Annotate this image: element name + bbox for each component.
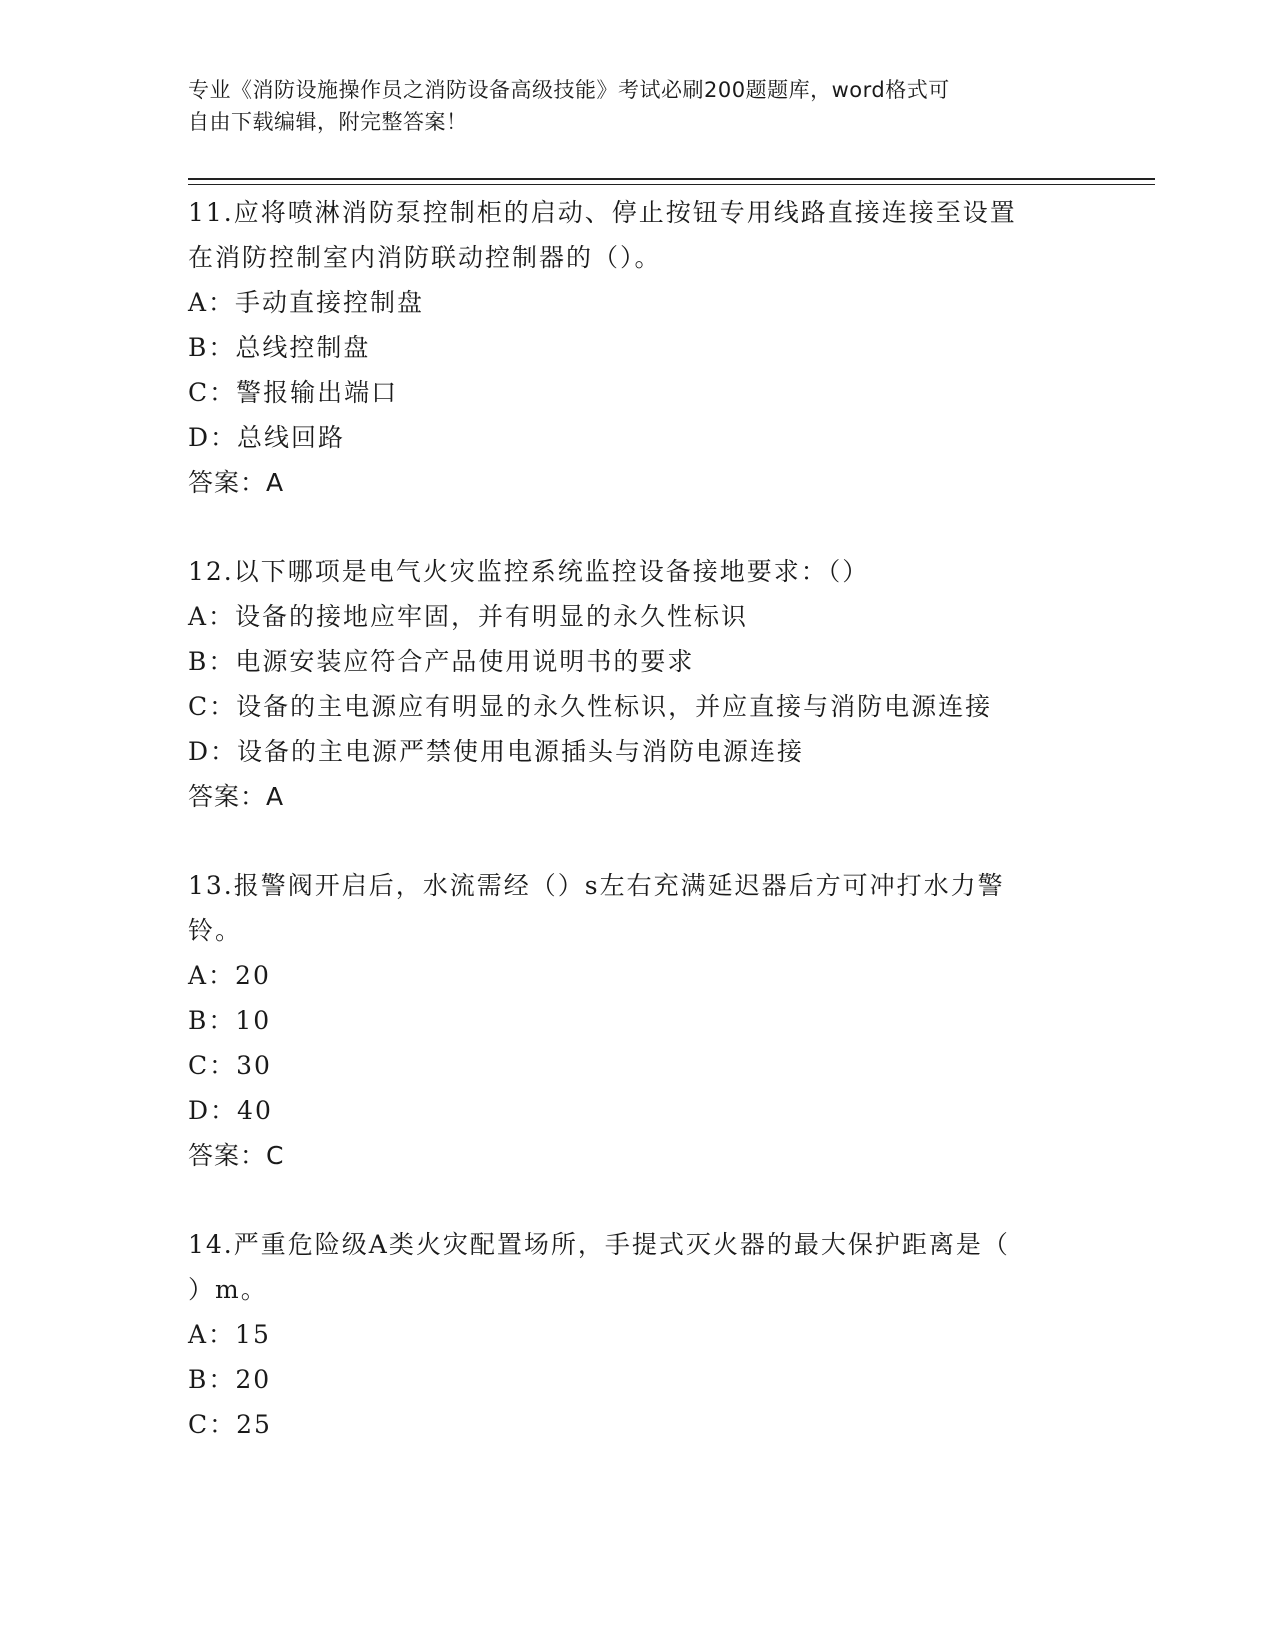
- question-list: [188, 190, 1088, 1491]
- header-divider-thin: [188, 184, 1155, 185]
- document-header: [188, 74, 1088, 138]
- option-a: A：设备的接地应牢固，并有明显的永久性标识: [188, 602, 749, 631]
- question-stem-line-1: 14.严重危险级A类火灾配置场所，手提式灭火器的最大保护距离是（: [188, 1230, 1010, 1259]
- option-a: A：手动直接控制盘: [188, 288, 425, 317]
- question-stem: [188, 190, 1088, 280]
- question-stem-line-2: 铃。: [188, 916, 243, 945]
- header-divider-thick: [188, 178, 1155, 180]
- header-line-2: 自由下载编辑，附完整答案！: [188, 110, 468, 134]
- option-a: A：20: [188, 961, 271, 990]
- option-b: B：电源安装应符合产品使用说明书的要求: [188, 647, 695, 676]
- answer: 答案：C: [188, 1141, 285, 1170]
- option-c: C：设备的主电源应有明显的永久性标识，并应直接与消防电源连接: [188, 692, 993, 721]
- question-stem-line-1: 11.应将喷淋消防泵控制柜的启动、停止按钮专用线路直接连接至设置: [188, 198, 1017, 227]
- question-stem-line-2: 在消防控制室内消防联动控制器的（）。: [188, 243, 662, 272]
- question-stem-line-1: 13.报警阀开启后，水流需经（）s左右充满延迟器后方可冲打水力警: [188, 871, 1005, 900]
- option-b: B：20: [188, 1365, 272, 1394]
- option-b: B：总线控制盘: [188, 333, 371, 362]
- question-stem-line-1: 12.以下哪项是电气火灾监控系统监控设备接地要求：（）: [188, 557, 870, 586]
- option-c: C：30: [188, 1051, 272, 1080]
- option-b: B：10: [188, 1006, 272, 1035]
- option-d: D：总线回路: [188, 423, 346, 452]
- question-13: [188, 863, 1088, 1178]
- option-d: D：40: [188, 1096, 273, 1125]
- header-line-1: 专业《消防设施操作员之消防设备高级技能》考试必刷200题题库，word格式可: [188, 78, 950, 102]
- question-12: [188, 549, 1088, 819]
- question-14: [188, 1222, 1088, 1447]
- answer: 答案：A: [188, 782, 285, 811]
- option-a: A：15: [188, 1320, 271, 1349]
- question-stem: [188, 863, 1088, 953]
- option-c: C：25: [188, 1410, 272, 1439]
- option-c: C：警报输出端口: [188, 378, 399, 407]
- answer: 答案：A: [188, 468, 285, 497]
- question-stem: [188, 1222, 1088, 1312]
- question-stem-line-2: ）m。: [188, 1275, 268, 1304]
- option-d: D：设备的主电源严禁使用电源插头与消防电源连接: [188, 737, 805, 766]
- question-stem: [188, 549, 1088, 594]
- question-11: [188, 190, 1088, 505]
